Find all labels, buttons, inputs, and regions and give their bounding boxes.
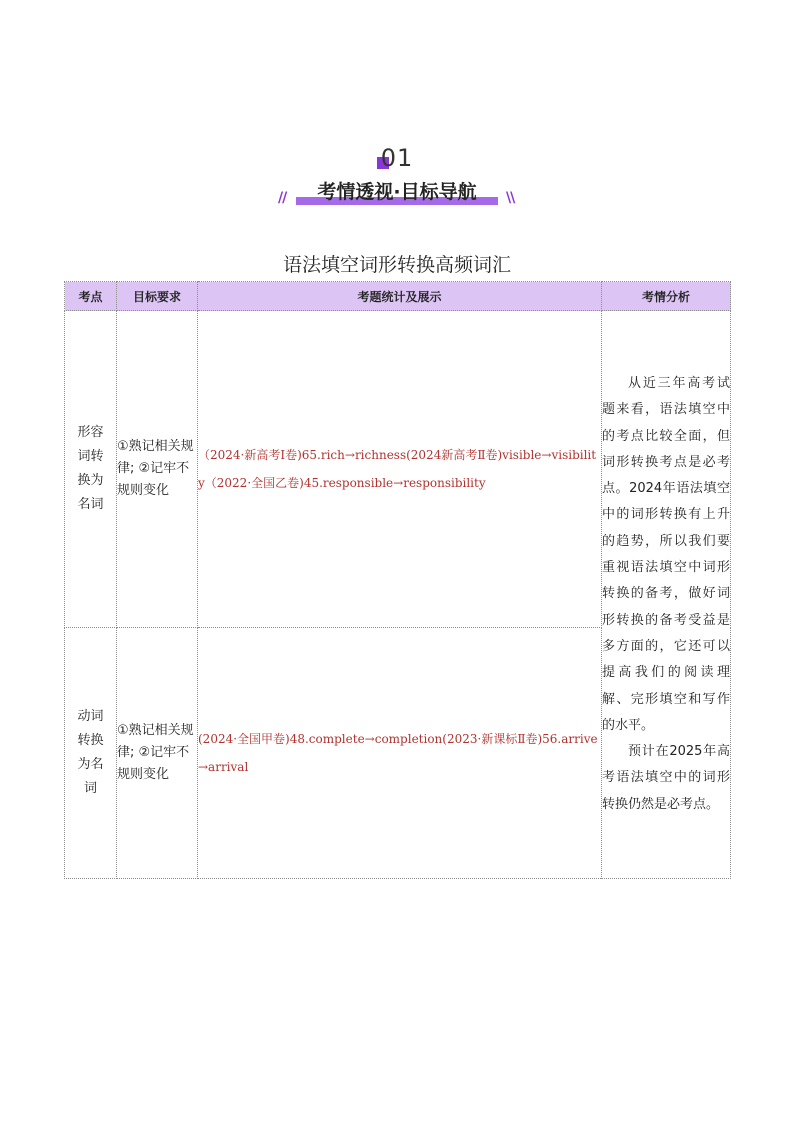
section-number: 01 — [380, 144, 414, 172]
header-analysis: 考情分析 — [602, 282, 731, 311]
analysis-paragraph: 从近三年高考试题来看，语法填空中的考点比较全面，但词形转换考点是必考点。2024年语法填空中的词形转换有上升的趋势，所以我们要重视语法填空中词形转换的备考，做好词形转换的备考受益是多方面的，它还可以提高我们的阅读理解、完形填空和写作的水平。 — [602, 375, 730, 733]
examples-cell: （2024·新高考Ⅰ卷)65.rich→richness(2024新高考Ⅱ卷)visible→visibility（2022·全国乙卷)45.responsible→responsibility — [198, 311, 602, 628]
kaodian-cell: 形容词转换为名词 — [77, 425, 104, 512]
analysis-paragraph: 预计在2025年高考语法填空中的词形转换仍然是必考点。 — [602, 744, 730, 812]
header-examples: 考题统计及展示 — [198, 282, 602, 311]
left-decoration: // — [278, 190, 287, 206]
table-row — [65, 311, 731, 628]
target-cell: ①熟记相关规律; ②记牢不规则变化 — [117, 628, 198, 879]
analysis-cell — [602, 311, 731, 879]
document-title: 语法填空词形转换高频词汇 — [282, 254, 511, 276]
section-banner — [290, 181, 504, 204]
right-decoration: \\ — [506, 190, 515, 206]
header-kaodian: 考点 — [65, 282, 117, 311]
vocab-table — [64, 281, 731, 879]
kaodian-cell: 动词转换为名词 — [77, 709, 104, 796]
table-header-row — [65, 282, 731, 311]
header-target: 目标要求 — [117, 282, 198, 311]
examples-cell: (2024·全国甲卷)48.complete→completion(2023·新课标Ⅱ卷)56.arrive→arrival — [198, 628, 602, 879]
section-title: 考情透视·目标导航 — [317, 181, 477, 203]
target-cell: ①熟记相关规律; ②记牢不规则变化 — [117, 311, 198, 628]
